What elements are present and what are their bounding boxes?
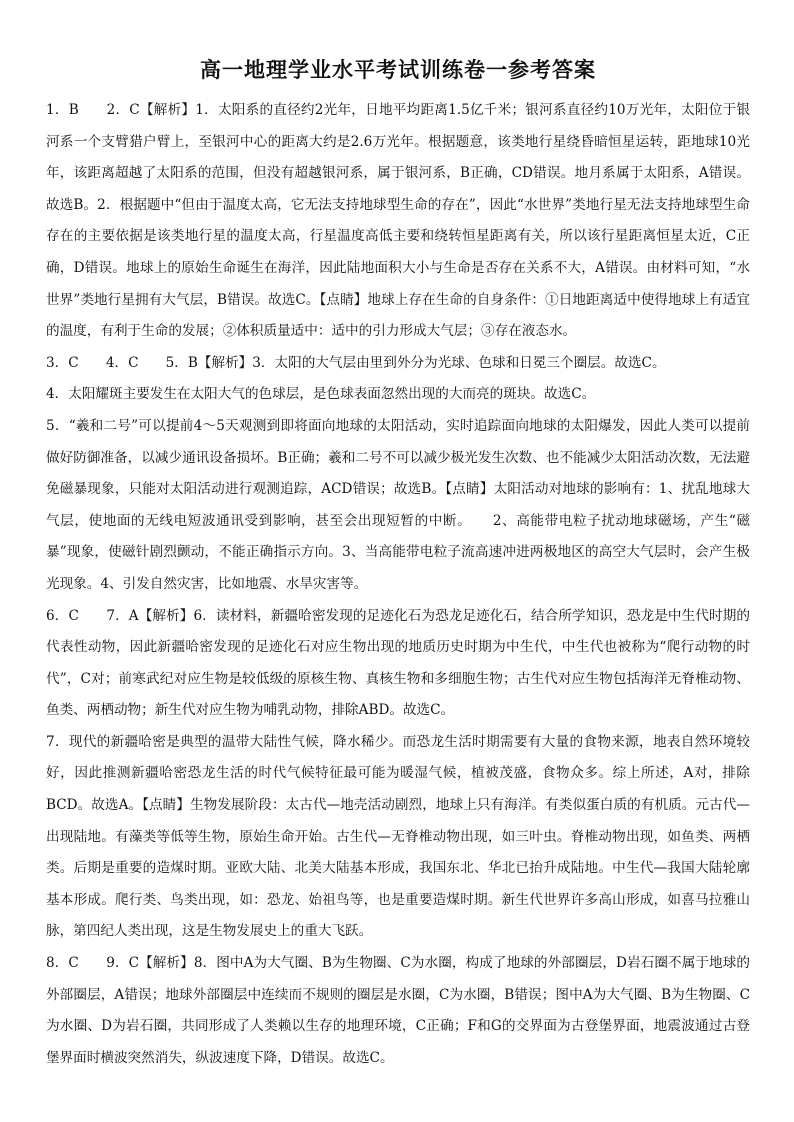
answer-paragraph-4: 4．太阳耀斑主要发生在太阳大气的色球层，是色球表面忽然出现的大而亮的斑块。故选C。 (46, 386, 596, 403)
answer-paragraph-6-7: 6．C 7．A【解析】6．读材料，新疆哈密发现的足迹化石为恐龙足迹化石，结合所学知识，恐龙是中生代时期的代表性动物，因此新疆哈密发现的足迹化石对应生物出现的地质历史时期为中生代，中生代也被称为“爬行动物的时代”，C对；前寒武纪对应生物是较低级的原核生物、真核生物和多细胞生物；古生代对应生物包括海洋无脊椎动物、鱼类、两栖动物；新生代对应生物为哺乳动物，排除ABD。故选C。 (46, 607, 750, 719)
answer-paragraph-3-5: 3．C 4．C 5．B【解析】3．太阳的大气层由里到外分为光球、色球和日冕三个圈层。故选C。 (46, 354, 666, 371)
answer-paragraph-7: 7．现代的新疆哈密是典型的温带大陆性气候，降水稀少。而恐龙生活时期需要有大量的食物来源，地表自然环境较好，因此推测新疆哈密恐龙生活的时代气候特征最可能为暖湿气候，植被茂盛，食物众多。综上所述，A对，排除BCD。故选A。【点睛】生物发展阶段：太古代—地壳活动剧烈，地球上只有海洋。有类似蛋白质的有机质。元古代—出现陆地。有藻类等低等生物，原始生命开始。古生代—无脊椎动物出现，如三叶虫。脊椎动物出现，如鱼类、两栖类。后期是重要的造煤时期。亚欧大陆、北美大陆基本形成，我国东北、华北已抬升成陆地。中生代—我国大陆轮廓基本形成。爬行类、鸟类出现，如：恐龙、始祖鸟等，也是重要造煤时期。新生代世界许多高山形成，如喜马拉雅山脉，第四纪人类出现，这是生物发展史上的重大飞跃。 (46, 733, 750, 940)
answer-paragraph-5: 5．“羲和二号”可以提前4～5天观测到即将面向地球的太阳活动，实时追踪面向地球的太阳爆发，因此人类可以提前做好防御准备，以减少通讯设备损坏。B正确；羲和二号不可以减少极光发生次数、也不能减少太阳活动次数，无法避免磁暴现象，只能对太阳活动进行观测追踪，ACD错误；故选B。【点睛】太阳活动对地球的影响有：1、扰乱地球大气层，使地面的无线电短波通讯受到影响，甚至会出现短暂的中断。 2、高能带电粒子扰动地球磁场，产生“磁暴”现象，使磁针剧烈颤动，不能正确指示方向。3、当高能带电粒子流高速冲进两极地区的高空大气层时，会产生极光现象。4、引发自然灾害，比如地震、水旱灾害等。 (46, 417, 750, 592)
page-title: 高一地理学业水平考试训练卷一参考答案 (200, 58, 596, 82)
answer-paragraph-8-9: 8．C 9．C【解析】8．图中A为大气圈、B为生物圈、C为水圈，构成了地球的外部圈层，D岩石圈不属于地球的外部圈层，A错误；地球外部圈层中连续而不规则的圈层是水圈，C为水圈，B错误；图中A为大气圈、B为生物圈、C为水圈、D为岩石圈，共同形成了人类赖以生存的地理环境，C正确；F和G的交界面为古登堡界面，地震波通过古登堡界面时横波突然消失，纵波速度下降，D错误。故选C。 (46, 955, 750, 1066)
answer-paragraph-1-2: 1．B 2．C【解析】1．太阳系的直径约2光年，日地平均距离1.5亿千米；银河系直径约10万光年，太阳位于银河系一个支臂猎户臂上，至银河中心的距离大约是2.6万光年。根据题意，该类地行星绕昏暗恒星运转，距地球10光年，该距离超越了太阳系的范围，但没有超越银河系，属于银河系，B正确，CD错误。地月系属于太阳系，A错误。故选B。2．根据题中“但由于温度太高，它无法支持地球型生命的存在”，因此“水世界”类地行星无法支持地球型生命存在的主要依据是该类地行星的温度太高，行星温度高低主要和绕转恒星距离有关，所以该行星距离恒星太近，C正确，D错误。地球上的原始生命诞生在海洋，因此陆地面积大小与生命是否存在关系不大，A错误。由材料可知，“水世界”类地行星拥有大气层，B错误。故选C。【点睛】地球上存在生命的自身条件：①日地距离适中使得地球上有适宜的温度，有利于生命的发展；②体积质量适中：适中的引力形成大气层；③存在液态水。 (46, 102, 750, 340)
